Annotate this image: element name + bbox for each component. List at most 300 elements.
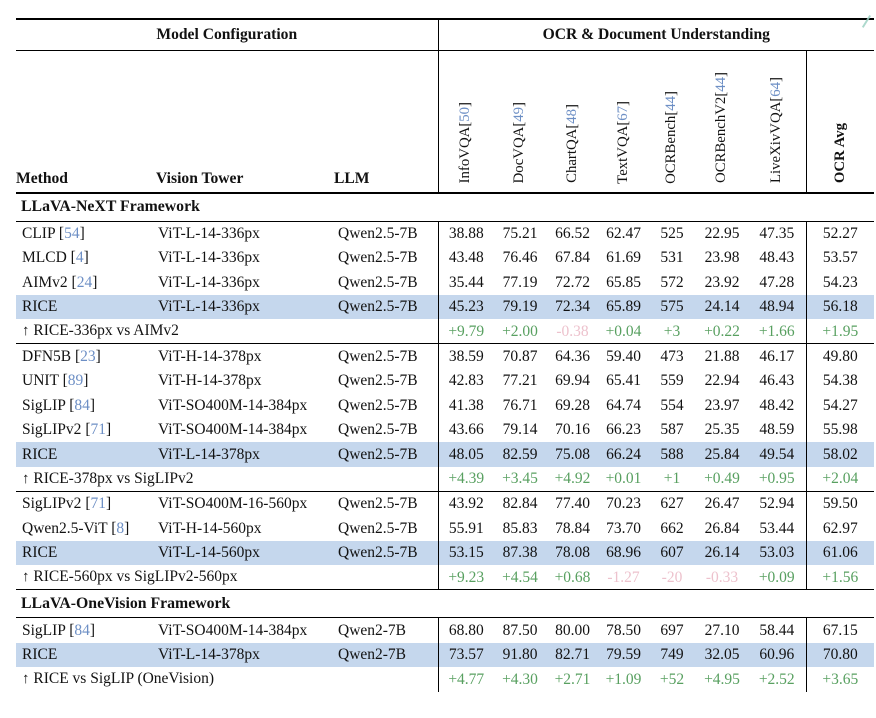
value-cell: 69.94 <box>555 372 590 390</box>
value-cell: 77.21 <box>502 372 538 390</box>
table-row <box>16 221 874 246</box>
cite-bracket: ] <box>457 102 474 107</box>
metric-name: InfoVQA <box>457 126 474 184</box>
value-cell: +0.68 <box>546 565 599 590</box>
table-row <box>16 344 874 369</box>
cite-number: 64 <box>767 82 784 98</box>
up-arrow-icon: ↑ <box>22 323 30 340</box>
col-header-method: Method <box>16 50 156 193</box>
method-cell <box>16 541 156 566</box>
vision-tower-cell: ViT-L-14-560px <box>156 541 334 566</box>
llm-cell: Qwen2.5-7B <box>338 396 418 414</box>
value-cell: 61.69 <box>606 249 641 267</box>
cite-bracket: [ <box>85 495 91 513</box>
avg-cell: 52.27 <box>806 221 874 246</box>
value-cell: 67.84 <box>555 249 590 267</box>
cite-number: 71 <box>90 495 106 513</box>
delta-label: ↑ RICE-560px vs SigLIPv2-560px <box>16 565 438 590</box>
cite-bracket: ] <box>563 104 580 110</box>
value-cell: 43.92 <box>438 492 494 517</box>
cite-number: 44 <box>713 77 730 93</box>
value-cell: 68.80 <box>438 618 494 643</box>
value-cell: -20 <box>648 565 696 590</box>
method-name: RICE <box>22 445 58 463</box>
value-cell: +0.95 <box>748 467 806 492</box>
avg-cell: 54.27 <box>806 393 874 418</box>
value-cell: 70.16 <box>555 421 590 439</box>
delta-label: ↑ RICE-336px vs AIMv2 <box>16 319 438 344</box>
value-cell: 38.59 <box>438 344 494 369</box>
llm-cell: Qwen2.5-7B <box>338 421 418 439</box>
value-cell: 38.88 <box>438 221 494 246</box>
cite-bracket: [ <box>563 124 580 130</box>
value-cell: 23.92 <box>704 273 740 291</box>
value-cell: 48.42 <box>759 396 795 414</box>
section-title: LLaVA-NeXT Framework <box>16 193 874 221</box>
avg-cell: 55.98 <box>806 418 874 443</box>
value-cell: +9.79 <box>438 319 494 344</box>
cite-bracket: ] <box>89 621 96 639</box>
table-row <box>16 369 874 394</box>
value-cell: 87.38 <box>494 541 546 566</box>
method-name: CLIP <box>22 224 56 242</box>
avg-cell: 59.50 <box>806 492 874 517</box>
value-cell: 25.84 <box>696 442 748 467</box>
up-arrow-icon: ↑ <box>22 569 30 586</box>
cite-number: 49 <box>511 106 528 122</box>
cite-bracket: [ <box>71 273 77 291</box>
value-cell: 73.70 <box>606 519 641 537</box>
delta-label: ↑ RICE-378px vs SigLIPv2 <box>16 467 438 492</box>
method-name: Qwen2.5-ViT <box>22 519 108 537</box>
band-header-row <box>16 19 874 50</box>
value-cell: 80.00 <box>555 621 590 639</box>
table-row <box>16 516 874 541</box>
value-cell: 43.66 <box>438 418 494 443</box>
llm-cell: Qwen2-7B <box>334 643 438 668</box>
cite-bracket: ] <box>79 224 85 242</box>
value-cell: 53.03 <box>748 541 806 566</box>
metric-name: OCR Avg <box>831 123 848 184</box>
value-cell: 77.19 <box>502 273 538 291</box>
avg-cell: +3.65 <box>806 667 874 692</box>
value-cell: 26.14 <box>696 541 748 566</box>
method-name: SigLIP <box>22 621 66 639</box>
value-cell: +3 <box>648 319 696 344</box>
band-model-configuration: Model Configuration <box>16 19 438 50</box>
cite-bracket: [ <box>663 110 680 116</box>
value-cell: 22.94 <box>704 372 740 390</box>
value-cell: 27.10 <box>704 621 740 639</box>
cite-bracket: ] <box>124 519 130 537</box>
cite-bracket: [ <box>69 621 75 639</box>
value-cell: +2.00 <box>494 319 546 344</box>
value-cell: 572 <box>660 273 684 291</box>
cite-number: 67 <box>614 105 631 121</box>
metric-header-ocr-avg <box>806 50 874 193</box>
avg-cell: 70.80 <box>806 643 874 668</box>
cite-bracket: [ <box>85 421 91 439</box>
value-cell: 78.08 <box>546 541 599 566</box>
value-cell: 41.38 <box>438 393 494 418</box>
avg-cell: 54.23 <box>806 270 874 295</box>
llm-cell: Qwen2.5-7B <box>338 347 418 365</box>
avg-cell: +1.95 <box>806 319 874 344</box>
metric-name: OCRBench <box>663 115 680 184</box>
value-cell: 53.15 <box>438 541 494 566</box>
section-title: LLaVA-OneVision Framework <box>16 590 874 618</box>
value-cell: 58.44 <box>759 621 795 639</box>
cite-bracket: [ <box>111 519 117 537</box>
cite-number: 24 <box>76 273 93 291</box>
llm-cell: Qwen2.5-7B <box>338 372 418 390</box>
value-cell: 65.89 <box>599 295 648 320</box>
value-cell: +0.04 <box>599 319 648 344</box>
value-cell: 76.46 <box>502 249 538 267</box>
value-cell: 87.50 <box>502 621 538 639</box>
delta-row <box>16 319 874 344</box>
benchmark-table <box>16 18 874 692</box>
method-name: SigLIPv2 <box>22 421 82 439</box>
llm-cell: Qwen2.5-7B <box>338 519 418 537</box>
value-cell: 66.52 <box>555 224 590 242</box>
method-name: RICE <box>22 646 58 664</box>
metric-header-infovqa <box>438 50 494 193</box>
cite-bracket: ] <box>663 90 680 96</box>
vision-tower-cell: ViT-L-14-336px <box>158 273 260 291</box>
value-cell: 79.19 <box>494 295 546 320</box>
method-cell <box>16 295 156 320</box>
value-cell: +1.09 <box>605 670 642 688</box>
value-cell: 26.47 <box>704 495 740 513</box>
value-cell: 65.85 <box>606 273 641 291</box>
value-cell: 70.23 <box>606 495 641 513</box>
avg-cell: 49.80 <box>806 344 874 369</box>
cite-bracket: ] <box>767 77 784 83</box>
value-cell: 70.87 <box>502 347 538 365</box>
value-cell: 21.88 <box>704 347 740 365</box>
delta-row <box>16 565 874 590</box>
value-cell: 554 <box>660 396 684 414</box>
cite-bracket: ] <box>83 249 89 267</box>
value-cell: +2.52 <box>758 670 795 688</box>
llm-cell: Qwen2.5-7B <box>338 495 418 513</box>
value-cell: 607 <box>648 541 696 566</box>
value-cell: 48.59 <box>759 421 795 439</box>
cite-bracket: [ <box>70 249 76 267</box>
table-row <box>16 246 874 271</box>
value-cell: 627 <box>660 495 684 513</box>
method-name: AIMv2 <box>22 273 68 291</box>
value-cell: 588 <box>648 442 696 467</box>
value-cell: +3.45 <box>494 467 546 492</box>
paper-page <box>0 18 876 718</box>
value-cell: 77.40 <box>555 495 590 513</box>
value-cell: -0.38 <box>546 319 599 344</box>
metric-name: ChartQA <box>563 129 580 184</box>
avg-cell: 67.15 <box>806 618 874 643</box>
value-cell: 82.59 <box>494 442 546 467</box>
cite-number: 84 <box>74 621 90 639</box>
vision-tower-cell: ViT-H-14-560px <box>158 519 262 537</box>
value-cell: +0.09 <box>748 565 806 590</box>
cite-bracket: ] <box>105 421 112 439</box>
avg-cell: 61.06 <box>806 541 874 566</box>
metric-header-livexivvqa <box>748 50 806 193</box>
value-cell: 48.94 <box>748 295 806 320</box>
cite-number: 4 <box>75 249 84 267</box>
delta-label: ↑ RICE vs SigLIP (OneVision) <box>22 670 214 688</box>
avg-cell: 58.02 <box>806 442 874 467</box>
cite-bracket: ] <box>95 347 101 365</box>
avg-cell: +1.56 <box>806 565 874 590</box>
cite-number: 84 <box>74 396 90 414</box>
cite-bracket: [ <box>62 372 68 390</box>
value-cell: 91.80 <box>494 643 546 668</box>
value-cell: +4.77 <box>438 667 494 692</box>
method-name: UNIT <box>22 372 59 390</box>
value-cell: 48.43 <box>759 249 795 267</box>
table-row <box>16 492 874 517</box>
metric-header-ocrbench <box>648 50 696 193</box>
cite-bracket: ] <box>713 72 730 78</box>
value-cell: 49.54 <box>748 442 806 467</box>
method-cell <box>16 393 156 418</box>
value-cell: +4.54 <box>494 565 546 590</box>
value-cell: 23.98 <box>704 249 740 267</box>
value-cell: 42.83 <box>438 369 494 394</box>
cite-bracket: ] <box>614 100 631 106</box>
value-cell: 82.71 <box>546 643 599 668</box>
value-cell: 62.47 <box>606 224 641 242</box>
value-cell: 59.40 <box>606 347 641 365</box>
method-cell <box>16 418 156 443</box>
method-cell <box>16 442 156 467</box>
value-cell: 48.05 <box>438 442 494 467</box>
method-cell <box>16 369 156 394</box>
value-cell: 749 <box>648 643 696 668</box>
value-cell: +4.30 <box>502 670 538 688</box>
value-cell: 52.94 <box>759 495 795 513</box>
value-cell: 64.36 <box>555 347 590 365</box>
table-row <box>16 393 874 418</box>
value-cell: 69.28 <box>555 396 590 414</box>
cite-bracket: [ <box>713 92 730 98</box>
vision-tower-cell: ViT-L-14-378px <box>156 643 334 668</box>
vision-tower-cell: ViT-H-14-378px <box>158 347 262 365</box>
table-body <box>16 193 874 692</box>
cite-number: 54 <box>64 224 80 242</box>
metric-name: DocVQA <box>511 126 528 184</box>
value-cell: +4.92 <box>546 467 599 492</box>
value-cell: 575 <box>648 295 696 320</box>
value-cell: 47.28 <box>759 273 795 291</box>
cite-number: 71 <box>90 421 106 439</box>
cite-number: 44 <box>663 95 680 111</box>
value-cell: 43.48 <box>438 246 494 271</box>
value-cell: 587 <box>660 421 684 439</box>
method-cell <box>16 492 156 517</box>
table-row <box>16 418 874 443</box>
value-cell: 525 <box>660 224 684 242</box>
cite-bracket: [ <box>511 121 528 127</box>
value-cell: 46.17 <box>759 347 795 365</box>
table-row <box>16 643 874 668</box>
vision-tower-cell: ViT-SO400M-14-384px <box>158 421 308 439</box>
metric-name: OCRBenchV2 <box>713 97 730 184</box>
value-cell: 662 <box>660 519 684 537</box>
metric-header-docvqa <box>494 50 546 193</box>
value-cell: +4.39 <box>438 467 494 492</box>
cite-number: 8 <box>116 519 125 537</box>
value-cell: +4.95 <box>704 670 740 688</box>
vision-tower-cell: ViT-L-14-378px <box>156 442 334 467</box>
value-cell: 73.57 <box>438 643 494 668</box>
value-cell: 72.72 <box>555 273 590 291</box>
llm-cell: Qwen2-7B <box>338 621 407 639</box>
value-cell: 64.74 <box>606 396 641 414</box>
value-cell: 46.43 <box>759 372 795 390</box>
avg-cell: 54.38 <box>806 369 874 394</box>
value-cell: +0.01 <box>599 467 648 492</box>
method-name: SigLIPv2 <box>22 495 82 513</box>
cite-bracket: ] <box>511 102 528 107</box>
metric-name: LiveXivVQA <box>767 102 784 184</box>
section-header-row <box>16 193 874 221</box>
method-name: SigLIP <box>22 396 66 414</box>
cite-number: 48 <box>563 109 580 125</box>
vision-tower-cell: ViT-SO400M-16-560px <box>158 495 308 513</box>
table-row <box>16 541 874 566</box>
cite-bracket: [ <box>58 224 65 242</box>
value-cell: +0.22 <box>696 319 748 344</box>
value-cell: 66.23 <box>606 421 641 439</box>
llm-cell: Qwen2.5-7B <box>338 249 418 267</box>
value-cell: 55.91 <box>438 516 494 541</box>
vision-tower-cell: ViT-SO400M-14-384px <box>158 621 308 639</box>
method-cell <box>16 618 156 643</box>
col-header-llm: LLM <box>334 50 438 193</box>
value-cell: 26.84 <box>704 519 740 537</box>
value-cell: 32.05 <box>696 643 748 668</box>
delta-row <box>16 667 874 692</box>
value-cell: -0.33 <box>696 565 748 590</box>
llm-cell: Qwen2.5-7B <box>338 273 418 291</box>
cite-number: 50 <box>457 106 474 122</box>
value-cell: 65.41 <box>606 372 641 390</box>
value-cell: 53.44 <box>759 519 795 537</box>
value-cell: 47.35 <box>759 224 795 242</box>
metric-header-chartqa <box>546 50 599 193</box>
col-header-vision-tower: Vision Tower <box>156 50 334 193</box>
llm-cell: Qwen2.5-7B <box>334 541 438 566</box>
cite-bracket: ] <box>105 495 112 513</box>
column-header-row <box>16 50 874 193</box>
method-name: DFN5B <box>22 347 72 365</box>
method-cell <box>16 221 156 246</box>
vision-tower-cell: ViT-SO400M-14-384px <box>158 396 308 414</box>
table-row <box>16 442 874 467</box>
delta-row <box>16 467 874 492</box>
method-cell <box>16 643 156 668</box>
value-cell: 78.50 <box>606 621 641 639</box>
method-name: MLCD <box>22 249 67 267</box>
avg-cell: +2.04 <box>806 467 874 492</box>
value-cell: 82.84 <box>502 495 538 513</box>
value-cell: 45.23 <box>438 295 494 320</box>
llm-cell: Qwen2.5-7B <box>334 295 438 320</box>
table-row <box>16 295 874 320</box>
table-row <box>16 618 874 643</box>
value-cell: 76.71 <box>502 396 538 414</box>
up-arrow-icon: ↑ <box>22 671 30 688</box>
value-cell: 531 <box>660 249 684 267</box>
value-cell: 60.96 <box>748 643 806 668</box>
method-name: RICE <box>22 544 58 562</box>
vision-tower-cell: ViT-L-14-336px <box>158 249 260 267</box>
avg-cell: 62.97 <box>806 516 874 541</box>
value-cell: 559 <box>660 372 684 390</box>
vision-tower-cell: ViT-H-14-378px <box>158 372 262 390</box>
value-cell: 697 <box>660 621 684 639</box>
cite-bracket: ] <box>89 396 96 414</box>
cite-bracket: [ <box>457 121 474 127</box>
cite-bracket: ] <box>92 273 98 291</box>
value-cell: +1.66 <box>748 319 806 344</box>
value-cell: +9.23 <box>438 565 494 590</box>
value-cell: 68.96 <box>599 541 648 566</box>
value-cell: 79.14 <box>502 421 538 439</box>
method-cell <box>16 344 156 369</box>
up-arrow-icon: ↑ <box>22 470 30 487</box>
method-cell <box>16 516 156 541</box>
value-cell: 75.21 <box>502 224 538 242</box>
value-cell: 79.59 <box>599 643 648 668</box>
cite-bracket: [ <box>74 347 81 365</box>
table-row <box>16 270 874 295</box>
metric-header-ocrbenchv2 <box>696 50 748 193</box>
value-cell: +0.49 <box>696 467 748 492</box>
section-header-row <box>16 590 874 618</box>
metric-name: TextVQA <box>614 125 631 184</box>
value-cell: 23.97 <box>704 396 740 414</box>
value-cell: +2.71 <box>554 670 591 688</box>
value-cell: 24.14 <box>696 295 748 320</box>
cite-bracket: [ <box>767 97 784 103</box>
value-cell: 72.34 <box>546 295 599 320</box>
cite-number: 89 <box>67 372 84 390</box>
method-cell <box>16 246 156 271</box>
value-cell: 22.95 <box>704 224 740 242</box>
value-cell: +1 <box>648 467 696 492</box>
band-ocr-document-understanding: OCR & Document Understanding <box>438 19 874 50</box>
value-cell: 78.84 <box>555 519 590 537</box>
vision-tower-cell: ViT-L-14-336px <box>156 295 334 320</box>
cite-bracket: [ <box>69 396 75 414</box>
value-cell: 473 <box>660 347 684 365</box>
llm-cell: Qwen2.5-7B <box>334 442 438 467</box>
value-cell: 66.24 <box>599 442 648 467</box>
value-cell: 75.08 <box>546 442 599 467</box>
metric-header-textvqa <box>599 50 648 193</box>
avg-cell: 53.57 <box>806 246 874 271</box>
cite-bracket: ] <box>83 372 89 390</box>
value-cell: 85.83 <box>502 519 538 537</box>
method-name: RICE <box>22 298 58 316</box>
method-cell <box>16 270 156 295</box>
value-cell: -1.27 <box>599 565 648 590</box>
llm-cell: Qwen2.5-7B <box>338 224 418 242</box>
